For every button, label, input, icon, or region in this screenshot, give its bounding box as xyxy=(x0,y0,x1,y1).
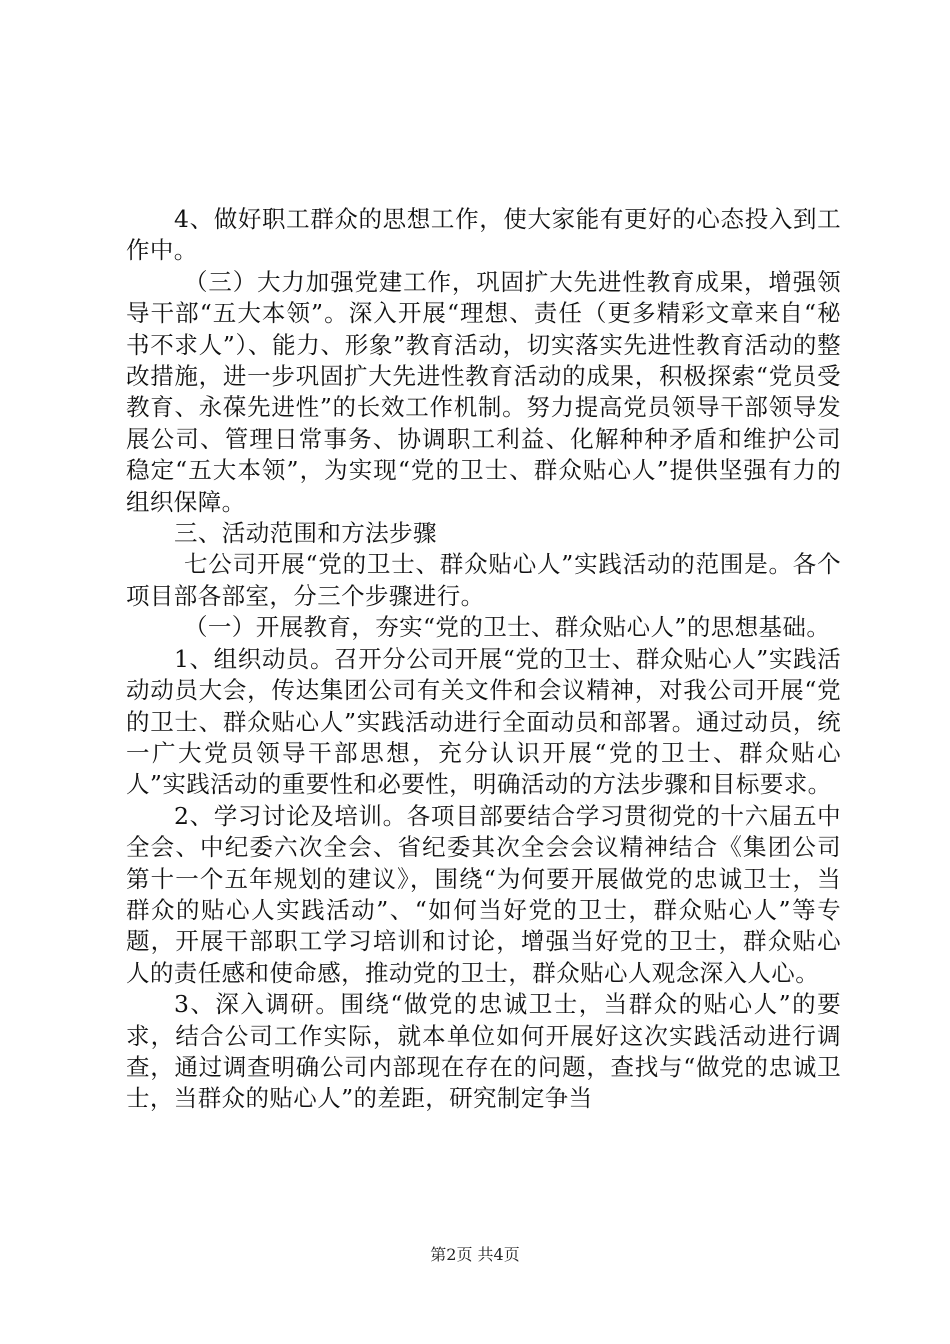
paragraph-activity-scope: 七公司开展“党的卫士、群众贴心人”实践活动的范围是。各个项目部各部室，分三个步骤进行。 xyxy=(126,550,841,610)
heading-activity-scope: 三、活动范围和方法步骤 xyxy=(174,519,437,548)
paragraph-research: 3、深入调研。围绕“做党的忠诚卫士，当群众的贴心人”的要求，结合公司工作实际，就本单位如何开展好这次实践活动进行调查，通过调查明确公司内部现在存在的问题，查找与“做党的忠诚卫士，当群众的贴心人”的差距，研究制定争当 xyxy=(126,990,841,1113)
page-number-footer: 第2页 共4页 xyxy=(430,1245,520,1264)
paragraph-study-training: 2、学习讨论及培训。各项目部要结合学习贯彻党的十六届五中全会、中纪委六次全会、省纪委其次全会会议精神结合《集团公司第十一个五年规划的建议》，围绕“为何要开展做党的忠诚卫士，当群众的贴心人实践活动”、“如何当好党的卫士，群众贴心人”等专题，开展干部职工学习培训和讨论，增强当好党的卫士，群众贴心人的责任感和使命感，推动党的卫士，群众贴心人观念深入人心。 xyxy=(126,801,841,987)
document-body xyxy=(126,204,841,1115)
paragraph-mobilization: 1、组织动员。召开分公司开展“党的卫士、群众贴心人”实践活动动员大会，传达集团公司有关文件和会议精神，对我公司开展“党的卫士、群众贴心人”实践活动进行全面动员和部署。通过动员，统一广大党员领导干部思想，充分认识开展“党的卫士、群众贴心人”实践活动的重要性和必要性，明确活动的方法步骤和目标要求。 xyxy=(126,644,841,799)
paragraph-item-4: 4、做好职工群众的思想工作，使大家能有更好的心态投入到工作中。 xyxy=(126,205,841,265)
paragraph-section-three: （三）大力加强党建工作，巩固扩大先进性教育成果，增强领导干部“五大本领”。深入开展“理想、责任（更多精彩文章来自“秘书不求人”）、能力、形象”教育活动，切实落实先进性教育活动的整改措施，进一步巩固扩大先进性教育活动的成果，积极探索“党员受教育、永葆先进性”的长效工作机制。努力提高党员领导干部领导发展公司、管理日常事务、协调职工利益、化解种种矛盾和维护公司稳定“五大本领”，为实现“党的卫士、群众贴心人”提供坚强有力的组织保障。 xyxy=(126,267,841,516)
paragraph-step-one: （一）开展教育，夯实“党的卫士、群众贴心人”的思想基础。 xyxy=(184,613,831,642)
